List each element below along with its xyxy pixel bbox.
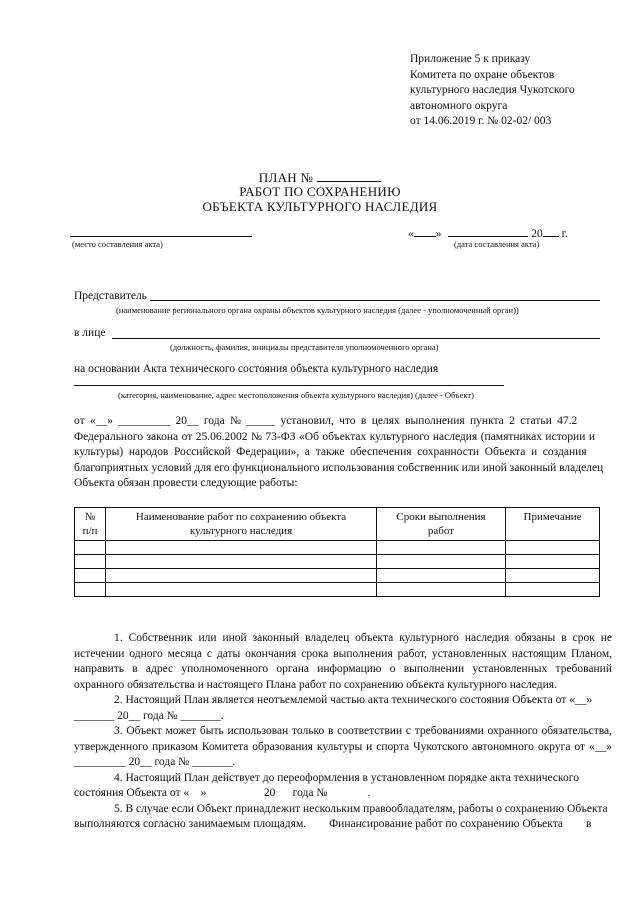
table-row — [75, 583, 600, 597]
appendix-header — [410, 52, 632, 130]
col-note-header: Примечание — [506, 508, 600, 541]
person-field — [112, 338, 600, 339]
table-header-row — [75, 508, 600, 541]
item-2: 2. Настоящий План является неотъемлемой частью акта технического состояния Объекта от «__» _______ 20__ года № _______. — [74, 694, 593, 722]
table-row — [75, 541, 600, 555]
date-field: « » 20 г. — [408, 228, 568, 240]
appendix-line: Приложение 5 к приказу — [410, 53, 531, 65]
item-5: 5. В случае если Объект принадлежит нескольким правообладателям, работы о сохранению Объекта выполняются согласно занимаемым площадям. Финансирование работ по сохранению Объекта в — [74, 802, 608, 830]
item-1: 1. Собственник или иной законный владелец объекта культурного наследия обязаны в срок не истечении одного месяца с даты окончания срока выполнения работ, установленных настоящим Планом, направить в адрес уполномоченного органа информацию о выполнении установленных требований охранного обязательства и настоящего Плана работ по сохранению объекта культурного наследия. — [74, 632, 612, 691]
representative-field — [150, 300, 600, 301]
item-4: 4. Настоящий План действует до переоформления в установленном порядке акта технического состояния Объекта от « » 20 года № . — [74, 771, 579, 799]
col-work-name-header: Наименование работ по сохранению объекта культурного наследия — [106, 508, 377, 541]
person-label: в лице — [74, 327, 106, 339]
basis-text: на основании Акта технического состояния объекта культурного наследия — [74, 363, 439, 375]
table-row — [75, 555, 600, 569]
appendix-line: Комитета по охране объектов — [410, 68, 555, 81]
statement-paragraph — [74, 414, 612, 492]
basis-field — [74, 385, 504, 386]
works-table — [74, 507, 600, 597]
statement-line: Объекта обязан провести следующие работы: — [74, 477, 298, 489]
date-caption: (дата составления акта) — [454, 239, 540, 249]
basis-caption: (категория, наименование, адрес местоположения объекта культурного наследия) (далее - Объект) — [118, 390, 474, 400]
plan-subtitle: РАБОТ ПО СОХРАНЕНИЮ — [239, 184, 401, 199]
appendix-line: культурного наследия Чукотского — [410, 84, 575, 96]
plan-number-label: ПЛАН № — [258, 170, 314, 185]
plan-items — [74, 631, 612, 833]
representative-caption: (наименование регионального органа охраны объектов культурного наследия (далее - уполномоченный орган)) — [116, 305, 519, 315]
appendix-line: автономного округа — [410, 99, 508, 112]
place-caption: (место составления акта) — [72, 239, 163, 249]
col-terms-header: Сроки выполнения работ — [377, 508, 506, 541]
representative-label: Представитель — [74, 290, 147, 302]
plan-number-blank — [317, 171, 381, 182]
statement-line: культуры) народов Российской Федерации», а также обеспечения сохранности Объекта и создания — [74, 446, 587, 458]
place-field — [70, 236, 252, 237]
person-caption: (должность, фамилия, инициалы представителя уполномоченного органа) — [170, 342, 439, 352]
item-3: 3. Объект может быть использован только в соответствии с требованиями охранного обязательства, утвержденного приказом Комитета образования культуры и спорта Чукотского автономного округа от «__» _________ 20__ года № _______. — [74, 725, 612, 768]
statement-line: от «__» _________ 20__ года № _____ установил, что в целях выполнения пункта 2 статьи 47.2 — [74, 415, 578, 427]
statement-line: благоприятных условий для его функционального использования собственник или иной законный владелец — [74, 461, 604, 474]
col-number-header: № п/п — [75, 508, 106, 541]
statement-line: Федерального закона от 25.06.2002 № 73-ФЗ «Об объектах культурного наследия (памятниках истории и — [74, 430, 595, 443]
appendix-line: от 14.06.2019 г. № 02-02/ 003 — [410, 115, 552, 127]
plan-subtitle-object: ОБЪЕКТА КУЛЬТУРНОГО НАСЛЕДИЯ — [202, 199, 438, 214]
table-row — [75, 569, 600, 583]
place-date-row — [70, 226, 580, 256]
